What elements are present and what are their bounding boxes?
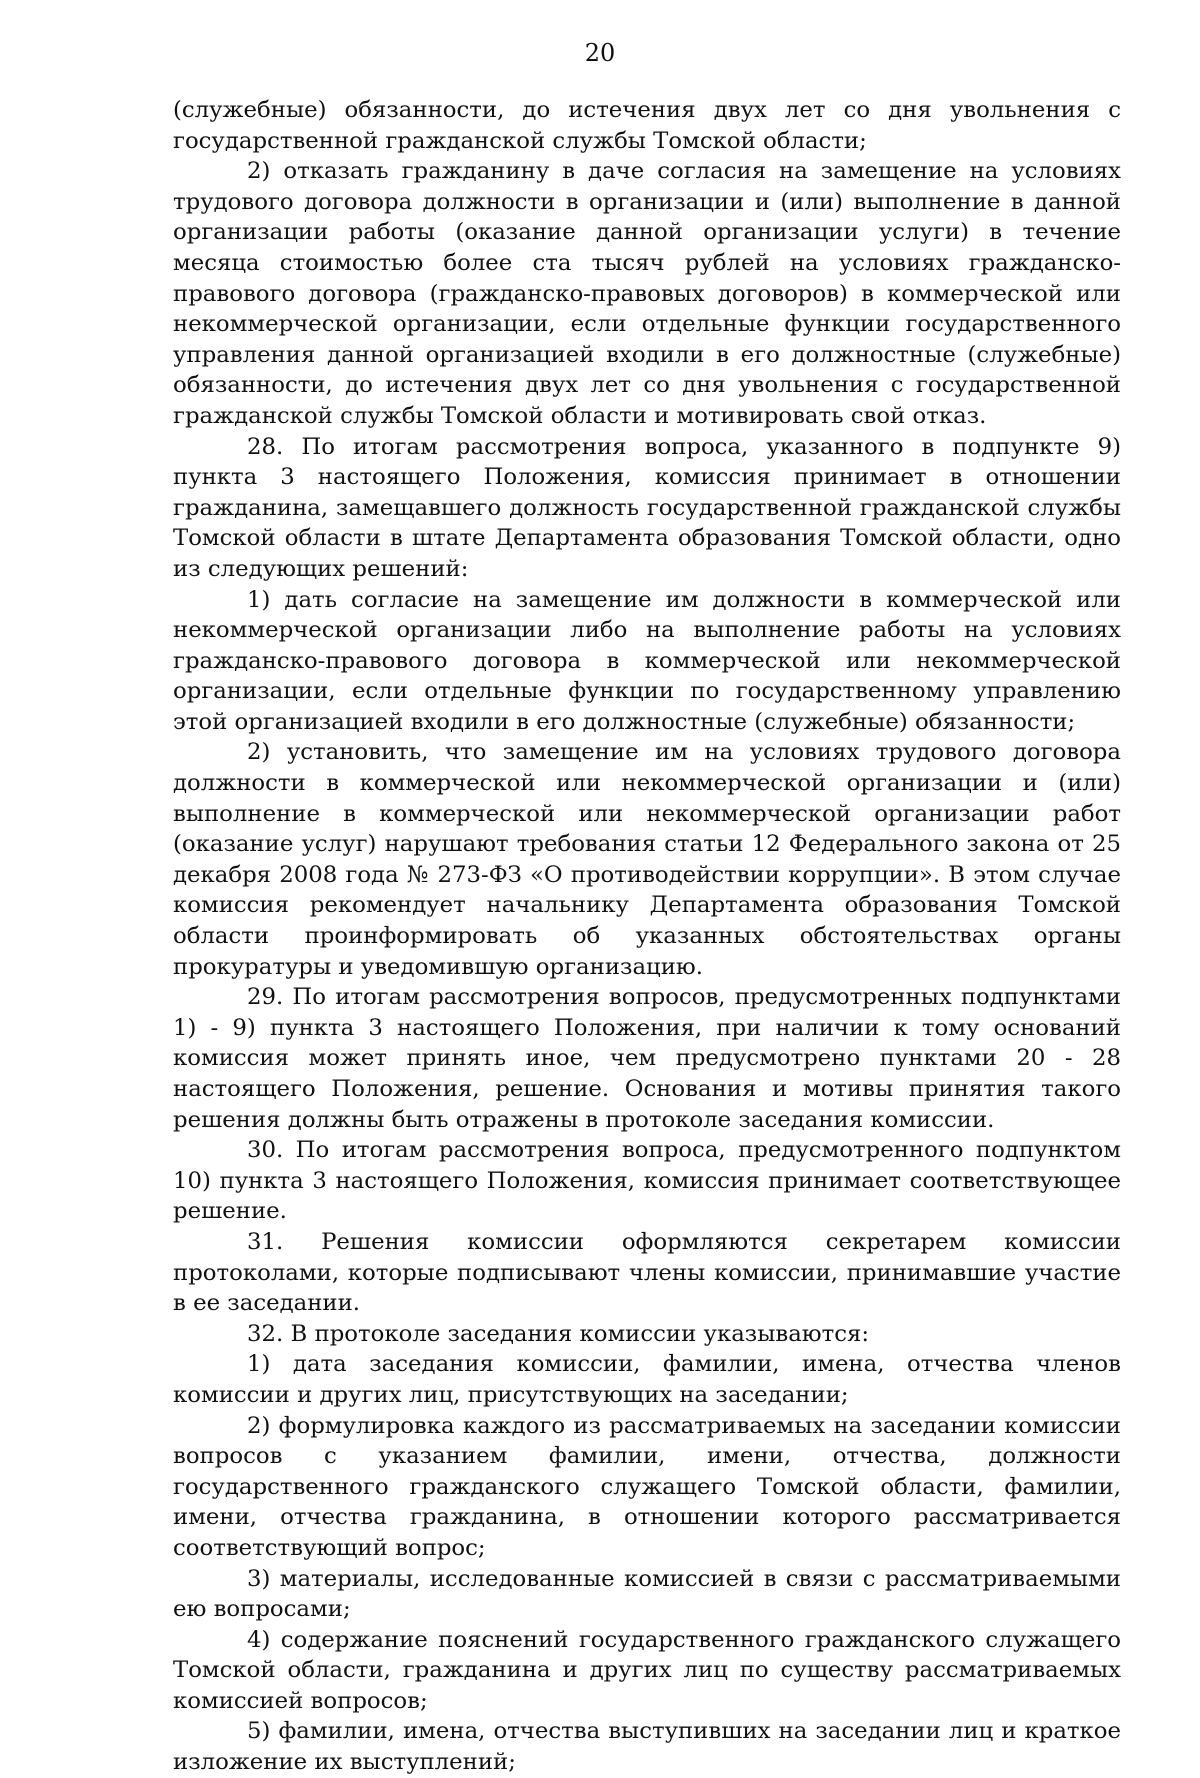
paragraph: 2) установить, что замещение им на условиях трудового договора должности в коммерческой или некоммерческой организации и (или) выполнение в коммерческой или некоммерческой организации работ (оказание услуг) нарушают требования статьи 12 Федерального закона от 25 декабря 2008 года № 273-ФЗ «О противодействии коррупции». В этом случае комиссия рекомендует начальнику Департамента образования Томской области проинформировать об указанных обстоятельствах органы прокуратуры и уведомившую организацию. [173,739,1121,980]
paragraph: 4) содержание пояснений государственного гражданского служащего Томской области, гражданина и других лиц по существу рассматриваемых комиссией вопросов; [173,1626,1121,1714]
paragraph: (служебные) обязанности, до истечения двух лет со дня увольнения с государственной гражданской службы Томской области; [173,97,1121,154]
paragraph: 32. В протоколе заседания комиссии указываются: [247,1320,870,1347]
paragraph: 2) отказать гражданину в даче согласия на замещение на условиях трудового договора должности в организации и (или) выполнение в данной организации работы (оказание данной организации услуги) в течение месяца стоимостью более ста тысяч рублей на условиях гражданско-правового договора (гражданско-правовых договоров) в коммерческой или некоммерческой организации, если отдельные функции государственного управления данной организацией входили в его должностные (служебные) обязанности, до истечения двух лет со дня увольнения с государственной гражданской службы Томской области и мотивировать свой отказ. [173,158,1121,429]
paragraph: 1) дата заседания комиссии, фамилии, имена, отчества членов комиссии и других лиц, присутствующих на заседании; [173,1351,1121,1408]
paragraph: 3) материалы, исследованные комиссией в связи с рассматриваемыми ею вопросами; [173,1565,1121,1623]
paragraph: 28. По итогам рассмотрения вопроса, указанного в подпункте 9) пункта 3 настоящего Положения, комиссия принимает в отношении гражданина, замещавшего должность государственной гражданской службы Томской области в штате Департамента образования Томской области, одно из следующих решений: [173,433,1121,582]
paragraph: 29. По итогам рассмотрения вопросов, предусмотренных подпунктами 1) - 9) пункта 3 настоящего Положения, при наличии к тому оснований комиссия может принять иное, чем предусмотрено пунктами 20 - 28 настоящего Положения, решение. Основания и мотивы принятия такого решения должны быть отражены в протоколе заседания комиссии. [173,984,1121,1133]
paragraph: 31. Решения комиссии оформляются секретарем комиссии протоколами, которые подписывают члены комиссии, принимавшие участие в ее заседании. [173,1228,1121,1317]
document-body [173,95,1121,1778]
paragraph: 2) формулировка каждого из рассматриваемых на заседании комиссии вопросов с указанием фамилии, имени, отчества, должности государственного гражданского служащего Томской области, фамилии, имени, отчества гражданина, в отношении которого рассматривается соответствующий вопрос; [173,1412,1121,1561]
paragraph: 5) фамилии, имена, отчества выступивших на заседании лиц и краткое изложение их выступлений; [173,1718,1121,1776]
paragraph: 1) дать согласие на замещение им должности в коммерческой или некоммерческой организации либо на выполнение работы на условиях гражданско-правового договора в коммерческой или некоммерческой организации, если отдельные функции по государственному управлению этой организацией входили в его должностные (служебные) обязанности; [173,586,1121,735]
page-number: 20 [584,39,616,67]
paragraph: 30. По итогам рассмотрения вопроса, предусмотренного подпунктом 10) пункта 3 настоящего Положения, комиссия принимает соответствующее решение. [173,1137,1121,1225]
